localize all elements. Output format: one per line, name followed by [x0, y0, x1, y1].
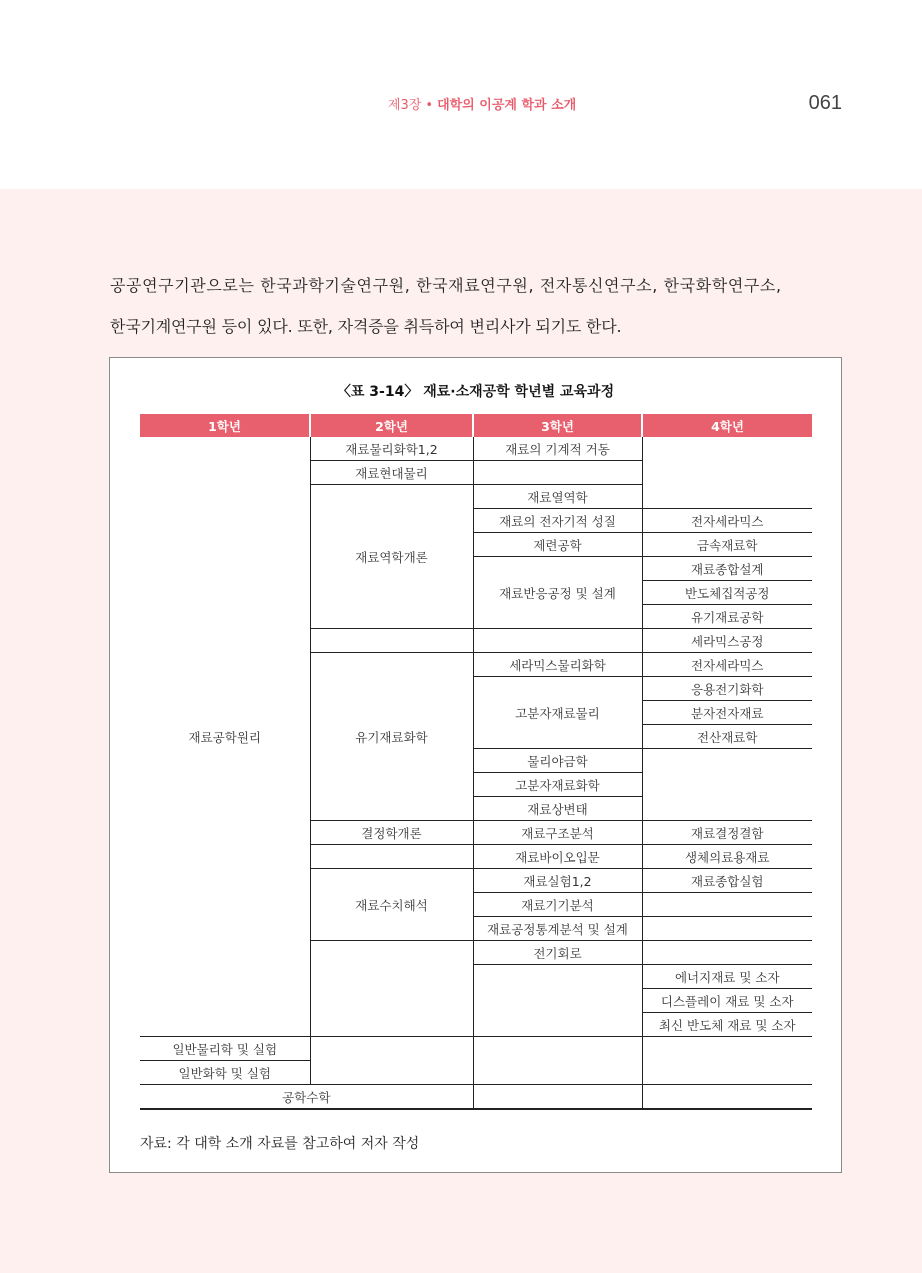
y4-course: 반도체집적공정 — [642, 581, 812, 605]
y3-course: 전기회로 — [473, 941, 642, 965]
y2-empty — [310, 941, 473, 1037]
y3-course: 고분자재료물리 — [473, 677, 642, 749]
paragraph-line-2: 한국기계연구원 등이 있다. 또한, 자격증을 취득하여 변리사가 되기도 한다. — [110, 317, 622, 336]
y3-empty — [473, 965, 642, 1037]
y3-course: 재료반응공정 및 설계 — [473, 557, 642, 629]
y1-course: 일반물리학 및 실험 — [140, 1037, 310, 1061]
y2-empty — [310, 1037, 473, 1085]
chapter-label: 제3장 — [388, 98, 422, 113]
y3-course: 고분자재료화학 — [473, 773, 642, 797]
header-year-2: 2학년 — [310, 414, 473, 437]
paragraph-line-1: 공공연구기관으로는 한국과학기술연구원, 한국재료연구원, 전자통신연구소, 한국화학연구소, — [110, 276, 782, 295]
header-year-4: 4학년 — [642, 414, 812, 437]
page-header — [0, 0, 922, 189]
y4-empty — [642, 1037, 812, 1085]
y2-course: 재료물리화학1,2 — [310, 437, 473, 461]
y2-course: 재료수치해석 — [310, 869, 473, 941]
header-row — [140, 414, 812, 437]
table-row — [140, 1037, 812, 1061]
y3-empty — [473, 1085, 642, 1110]
header-year-1: 1학년 — [140, 414, 310, 437]
y4-course: 전자세라믹스 — [642, 653, 812, 677]
y4-course: 세라믹스공정 — [642, 629, 812, 653]
y3-course: 재료기기분석 — [473, 893, 642, 917]
y4-course: 디스플레이 재료 및 소자 — [642, 989, 812, 1013]
y4-course: 전자세라믹스 — [642, 509, 812, 533]
y4-course: 분자전자재료 — [642, 701, 812, 725]
y2-course: 재료현대물리 — [310, 461, 473, 485]
y2-course: 결정학개론 — [310, 821, 473, 845]
y4-course: 응용전기화학 — [642, 677, 812, 701]
y3-course: 세라믹스물리화학 — [473, 653, 642, 677]
y4-course: 재료결정결함 — [642, 821, 812, 845]
page-number: 061 — [808, 92, 842, 114]
y3-course: 재료의 기계적 거동 — [473, 437, 642, 461]
y4-empty — [642, 893, 812, 917]
y3-empty — [473, 1037, 642, 1085]
header-year-3: 3학년 — [473, 414, 642, 437]
y4-course: 재료종합설계 — [642, 557, 812, 581]
curriculum-table — [140, 414, 812, 1110]
table-title: 〈표 3-14〉 재료·소재공학 학년별 교육과정 — [336, 384, 615, 400]
y2-empty — [310, 845, 473, 869]
y4-empty — [642, 917, 812, 941]
y4-course: 금속재료학 — [642, 533, 812, 557]
y3-course: 재료의 전자기적 성질 — [473, 509, 642, 533]
y4-course: 전산재료학 — [642, 725, 812, 749]
section-title: 대학의 이공계 학과 소개 — [437, 98, 577, 113]
y1-main-course: 재료공학원리 — [140, 437, 310, 1037]
y3-empty — [473, 629, 642, 653]
y1-course: 일반화학 및 실험 — [140, 1061, 310, 1085]
bullet-separator: • — [425, 98, 434, 113]
y3-course: 재료실험1,2 — [473, 869, 642, 893]
y3-course: 재료바이오입문 — [473, 845, 642, 869]
table-row — [140, 437, 812, 461]
y2-course: 유기재료화학 — [310, 653, 473, 821]
y4-course: 유기재료공학 — [642, 605, 812, 629]
y4-empty — [642, 941, 812, 965]
y3-course: 재료공정통계분석 및 설계 — [473, 917, 642, 941]
y4-course: 재료종합실험 — [642, 869, 812, 893]
y4-course: 생체의료용재료 — [642, 845, 812, 869]
y1-y2-course: 공학수학 — [140, 1085, 473, 1110]
y4-course: 에너지재료 및 소자 — [642, 965, 812, 989]
y4-course: 최신 반도체 재료 및 소자 — [642, 1013, 812, 1037]
table-source-note: 자료: 각 대학 소개 자료를 참고하여 저자 작성 — [140, 1136, 420, 1152]
y4-empty — [642, 1085, 812, 1110]
y3-course: 재료구조분석 — [473, 821, 642, 845]
y3-course: 재료열역학 — [473, 485, 642, 509]
y2-course: 재료역학개론 — [310, 485, 473, 629]
y3-course: 물리야금학 — [473, 749, 642, 773]
running-head — [388, 94, 576, 113]
y3-course: 제련공학 — [473, 533, 642, 557]
y4-empty — [642, 749, 812, 821]
table-box — [109, 357, 842, 1173]
y4-empty — [642, 437, 812, 509]
y3-empty — [473, 461, 642, 485]
table-row — [140, 1085, 812, 1110]
y3-course: 재료상변태 — [473, 797, 642, 821]
y2-empty — [310, 629, 473, 653]
